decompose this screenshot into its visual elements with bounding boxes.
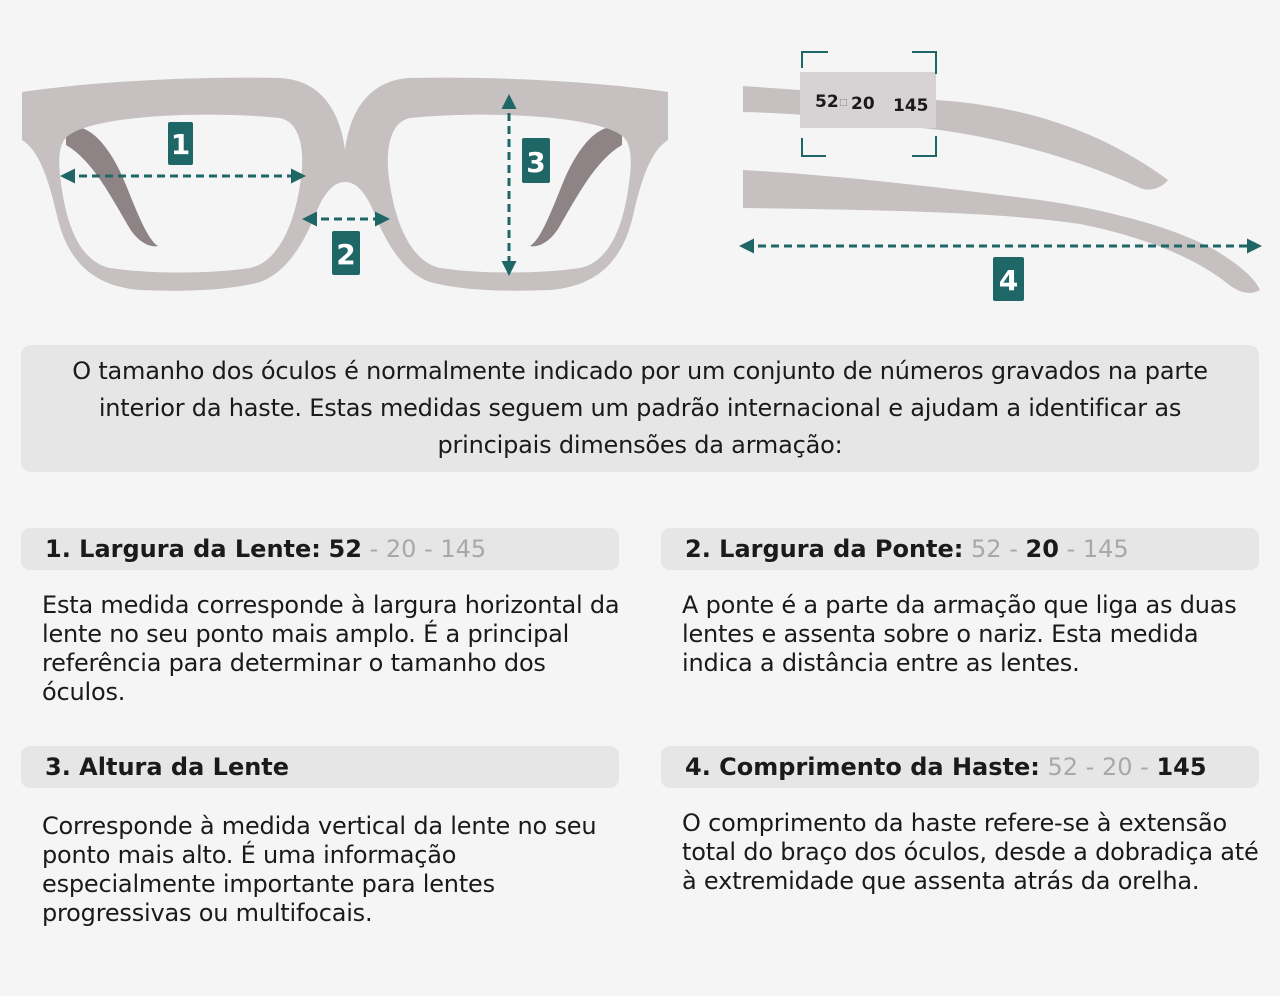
card-temple-length-description: O comprimento da haste refere-se à extensão total do braço dos óculos, desde a dobradiça até à extremidade que assenta atrás da orelha.	[682, 809, 1259, 895]
badge-1	[168, 122, 193, 165]
temple-inner-view-icon	[743, 52, 1168, 190]
badge-2	[332, 231, 360, 275]
card-lens-height-description: Corresponde à medida vertical da lente no seu ponto mais alto. É uma informação especialmente importante para lentes progressivas ou multifocais.	[42, 812, 597, 927]
card-lens-height-header: 3. Altura da Lente	[21, 746, 619, 788]
etched-bridge-size: 20	[851, 94, 875, 114]
svg-text:1: 1	[170, 128, 191, 161]
card-lens-width-description: Esta medida corresponde à largura horizontal da lente no seu ponto mais amplo. É a principal referência para determinar o tamanho dos óculos.	[42, 591, 620, 706]
card-bridge-width-description: A ponte é a parte da armação que liga as duas lentes e assenta sobre o nariz. Esta medida indica a distância entre as lentes.	[682, 591, 1237, 677]
etched-lens-size: 52	[815, 92, 839, 112]
badge-3	[522, 138, 550, 183]
card-lens-width-header: 1. Largura da Lente: 52 - 20 - 145	[21, 528, 619, 570]
card-temple-length-header: 4. Comprimento da Haste: 52 - 20 - 145	[661, 746, 1259, 788]
badge-4	[993, 257, 1024, 301]
intro-text: O tamanho dos óculos é normalmente indicado por um conjunto de números gravados na parte interior da haste. Estas medidas seguem um padrão internacional e ajudam a identificar as principais dimensões da armação:	[21, 345, 1259, 472]
etched-temple-size: 145	[893, 96, 929, 116]
svg-text:3: 3	[526, 146, 546, 179]
svg-text:□: □	[839, 98, 848, 108]
svg-text:2: 2	[336, 238, 356, 271]
card-bridge-width-header: 2. Largura da Ponte: 52 - 20 - 145	[661, 528, 1259, 570]
svg-text:4: 4	[998, 264, 1019, 297]
glasses-measurement-diagram	[0, 0, 1280, 320]
